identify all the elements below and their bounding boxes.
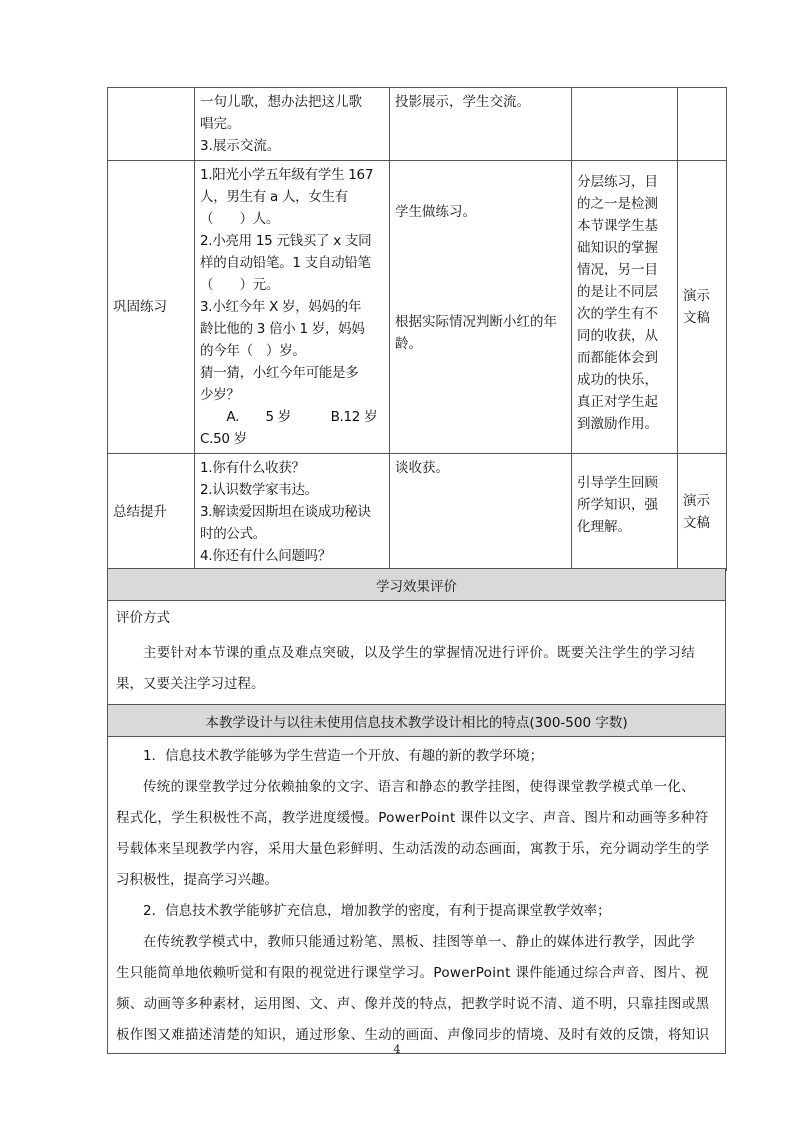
stage-label: 总结提升 — [113, 504, 167, 520]
stage-cell — [108, 161, 195, 454]
text-line: 龄。 — [395, 336, 422, 352]
text-line: 演示 — [683, 288, 710, 304]
text-line: （ ）元。 — [200, 277, 280, 293]
text-line: 根据实际情况判断小红的年 — [395, 314, 557, 330]
media-cell — [678, 161, 727, 454]
table-row — [108, 705, 726, 737]
text-line: 2.小亮用 15 元钱买了 x 支同 — [200, 233, 372, 249]
text-line: 3.展示交流。 — [200, 138, 281, 154]
text-line: 到激励作用。 — [577, 416, 658, 432]
table-row — [108, 601, 726, 705]
evaluation-method-cell — [108, 601, 726, 705]
intent-cell — [572, 454, 678, 571]
text-line: 的今年（ ）岁。 — [200, 343, 306, 359]
text-line: C.50 岁 — [200, 431, 247, 447]
text-line: 龄比他的 3 倍小 1 岁，妈妈 — [200, 321, 365, 337]
text-line: 同的收获，从 — [577, 328, 658, 344]
student-activity-cell — [390, 454, 572, 571]
text-line: 成功的快乐， — [577, 372, 658, 388]
text-line: 而都能体会到 — [577, 350, 658, 366]
text-line: 本节课学生基 — [577, 218, 658, 234]
paragraph-line: 传统的课堂教学过分依赖抽象的文字、语言和静态的教学挂图，使得课堂教学模式单一化、 — [143, 779, 695, 795]
text-line: 的之一是检测 — [577, 196, 658, 212]
student-activity-cell — [390, 88, 572, 161]
evaluation-method-label: 评价方式 — [116, 610, 170, 626]
paragraph-line: 程式化，学生积极性不高，教学进度缓慢。PowerPoint 课件以文字、声音、图片和动画等多种符 — [116, 810, 709, 826]
text-line: 时的公式。 — [200, 526, 266, 542]
text-line: 文稿 — [683, 515, 710, 531]
page-number: 4 — [393, 1043, 401, 1056]
paragraph-line: 板作图又难描述清楚的知识，通过形象、生动的画面、声像同步的情境、及时有效的反馈，将知识 — [116, 1027, 710, 1043]
stage-cell — [108, 88, 195, 161]
process-cell — [195, 161, 390, 454]
text-line: 3.小红今年 X 岁，妈妈的年 — [200, 299, 362, 315]
text-line: 样的自动铅笔。1 支自动铅笔 — [200, 255, 371, 271]
text-line: 情况，另一目 — [577, 262, 658, 278]
text-line: 投影展示，学生交流。 — [395, 94, 530, 110]
intent-cell — [572, 161, 678, 454]
paragraph-line: 果，又要关注学习过程。 — [116, 676, 265, 692]
text-line: 化理解。 — [577, 519, 631, 535]
stage-label: 巩固练习 — [113, 299, 167, 315]
text-line: 真正对学生起 — [577, 394, 658, 410]
text-line: 谈收获。 — [395, 460, 449, 476]
section-header: 学习效果评价 — [108, 569, 726, 601]
paragraph-line: 频、动画等多种素材，运用图、文、声、像并茂的特点，把教学时说不清、道不明，只靠挂图或黑 — [116, 996, 710, 1012]
paragraph-line: 号载体来呈现教学内容，采用大量色彩鲜明、生动活泼的动态画面，寓教于乐，充分调动学生的学 — [116, 841, 710, 857]
point-title: 2．信息技术教学能够扩充信息，增加教学的密度，有利于提高课堂教学效率； — [143, 903, 611, 919]
paragraph-line: 生只能简单地依赖听觉和有限的视觉进行课堂学习。PowerPoint 课件能通过综合声音、图片、视 — [116, 965, 709, 981]
text-line: 唱完。 — [200, 116, 241, 132]
paragraph-line: 主要针对本节课的重点及难点突破，以及学生的掌握情况进行评价。既要关注学生的学习结 — [143, 645, 695, 661]
table-row — [108, 569, 726, 601]
text-line: 4.你还有什么问题吗？ — [200, 548, 332, 564]
text-line: A. 5 岁 B.12 岁 — [200, 409, 378, 425]
table-row — [108, 161, 727, 454]
text-line: 一句儿歌，想办法把这儿歌 — [200, 94, 362, 110]
process-cell — [195, 454, 390, 571]
process-cell — [195, 88, 390, 161]
media-cell — [678, 88, 727, 161]
text-line: 人，男生有 a 人，女生有 — [200, 189, 348, 205]
table-row — [108, 88, 727, 161]
text-line: 2.认识数学家韦达。 — [200, 482, 318, 498]
text-line: 猜一猜，小红今年可能是多 — [200, 365, 359, 381]
text-line: 的是让不同层 — [577, 284, 658, 300]
intent-cell — [572, 88, 678, 161]
text-line: 础知识的掌握 — [577, 240, 658, 256]
text-line: 分层练习，目 — [577, 174, 658, 190]
text-line: 演示 — [683, 493, 710, 509]
paragraph-line: 在传统教学模式中，教师只能通过粉笔、黑板、挂图等单一、静止的媒体进行教学，因此学 — [143, 934, 695, 950]
text-line: 少岁？ — [200, 387, 240, 403]
text-line: 1.你有什么收获？ — [200, 460, 305, 476]
paragraph-line: 习积极性，提高学习兴趣。 — [116, 872, 278, 888]
evaluation-table — [107, 568, 726, 1054]
text-line: 所学知识，强 — [577, 497, 658, 513]
lesson-process-table — [107, 87, 727, 571]
text-line: 1.阳光小学五年级有学生 167 — [200, 167, 374, 183]
stage-cell — [108, 454, 195, 571]
text-line: （ ）人。 — [200, 211, 280, 227]
text-line: 引导学生回顾 — [577, 475, 658, 491]
text-line: 学生做练习。 — [395, 204, 476, 220]
text-line: 文稿 — [683, 310, 710, 326]
point-title: 1．信息技术教学能够为学生营造一个开放、有趣的新的教学环境； — [143, 748, 544, 764]
table-row — [108, 454, 727, 571]
text-line: 3.解读爱因斯坦在谈成功秘诀 — [200, 504, 371, 520]
section-header: 本教学设计与以往未使用信息技术教学设计相比的特点(300-500 字数) — [108, 705, 726, 737]
table-row — [108, 737, 726, 1054]
text-line: 次的学生有不 — [577, 306, 658, 322]
student-activity-cell — [390, 161, 572, 454]
media-cell — [678, 454, 727, 571]
features-cell — [108, 737, 726, 1054]
